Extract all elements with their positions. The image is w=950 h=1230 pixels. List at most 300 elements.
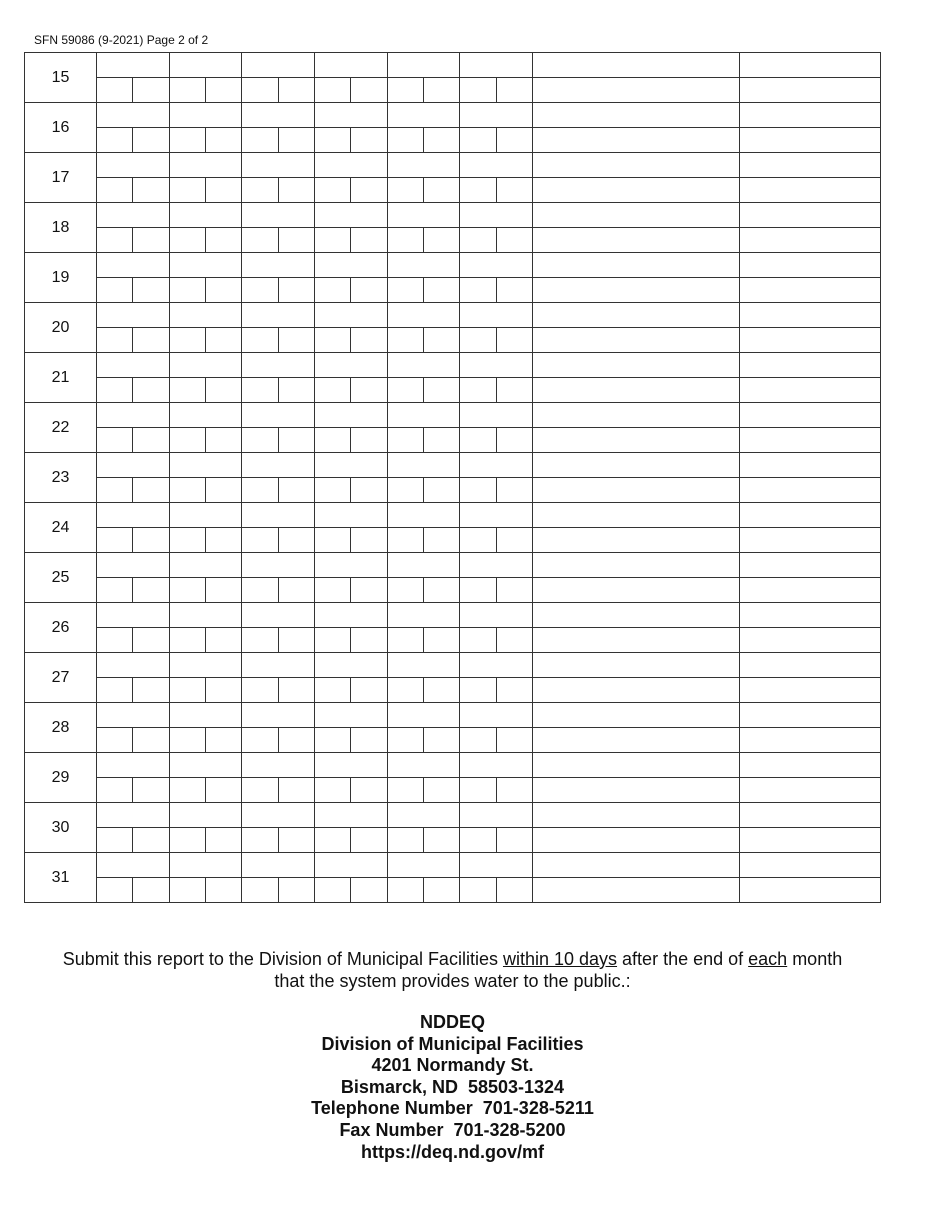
entry-cell[interactable] xyxy=(740,228,881,253)
entry-cell[interactable] xyxy=(351,378,388,403)
entry-cell[interactable] xyxy=(242,53,315,78)
entry-cell[interactable] xyxy=(97,378,133,403)
entry-cell[interactable] xyxy=(424,578,460,603)
entry-cell[interactable] xyxy=(315,803,388,828)
entry-cell[interactable] xyxy=(242,228,279,253)
entry-cell[interactable] xyxy=(315,303,388,328)
entry-cell[interactable] xyxy=(133,528,170,553)
entry-cell[interactable] xyxy=(170,278,206,303)
entry-cell[interactable] xyxy=(242,853,315,878)
entry-cell[interactable] xyxy=(97,503,170,528)
entry-cell[interactable] xyxy=(460,378,497,403)
entry-cell[interactable] xyxy=(206,728,242,753)
entry-cell[interactable] xyxy=(206,78,242,103)
entry-cell[interactable] xyxy=(170,53,242,78)
entry-cell[interactable] xyxy=(315,828,351,853)
entry-cell[interactable] xyxy=(497,678,533,703)
entry-cell[interactable] xyxy=(206,128,242,153)
entry-cell[interactable] xyxy=(242,803,315,828)
entry-cell[interactable] xyxy=(533,178,740,203)
entry-cell[interactable] xyxy=(460,628,497,653)
entry-cell[interactable] xyxy=(388,103,460,128)
entry-cell[interactable] xyxy=(533,78,740,103)
entry-cell[interactable] xyxy=(740,378,881,403)
entry-cell[interactable] xyxy=(170,378,206,403)
entry-cell[interactable] xyxy=(533,553,740,578)
entry-cell[interactable] xyxy=(170,753,242,778)
entry-cell[interactable] xyxy=(388,53,460,78)
entry-cell[interactable] xyxy=(315,878,351,903)
entry-cell[interactable] xyxy=(97,753,170,778)
entry-cell[interactable] xyxy=(279,278,315,303)
entry-cell[interactable] xyxy=(388,403,460,428)
entry-cell[interactable] xyxy=(97,853,170,878)
entry-cell[interactable] xyxy=(388,728,424,753)
entry-cell[interactable] xyxy=(170,728,206,753)
entry-cell[interactable] xyxy=(424,828,460,853)
entry-cell[interactable] xyxy=(170,228,206,253)
entry-cell[interactable] xyxy=(97,653,170,678)
entry-cell[interactable] xyxy=(388,153,460,178)
entry-cell[interactable] xyxy=(351,478,388,503)
entry-cell[interactable] xyxy=(388,128,424,153)
entry-cell[interactable] xyxy=(133,828,170,853)
entry-cell[interactable] xyxy=(388,803,460,828)
entry-cell[interactable] xyxy=(97,203,170,228)
entry-cell[interactable] xyxy=(315,53,388,78)
entry-cell[interactable] xyxy=(97,553,170,578)
entry-cell[interactable] xyxy=(97,728,133,753)
entry-cell[interactable] xyxy=(242,603,315,628)
entry-cell[interactable] xyxy=(460,853,533,878)
entry-cell[interactable] xyxy=(460,778,497,803)
entry-cell[interactable] xyxy=(388,828,424,853)
entry-cell[interactable] xyxy=(460,428,497,453)
entry-cell[interactable] xyxy=(242,328,279,353)
entry-cell[interactable] xyxy=(388,503,460,528)
entry-cell[interactable] xyxy=(242,303,315,328)
entry-cell[interactable] xyxy=(97,428,133,453)
entry-cell[interactable] xyxy=(533,878,740,903)
entry-cell[interactable] xyxy=(315,603,388,628)
entry-cell[interactable] xyxy=(170,478,206,503)
entry-cell[interactable] xyxy=(351,728,388,753)
entry-cell[interactable] xyxy=(740,403,881,428)
entry-cell[interactable] xyxy=(315,328,351,353)
entry-cell[interactable] xyxy=(533,453,740,478)
entry-cell[interactable] xyxy=(170,678,206,703)
entry-cell[interactable] xyxy=(133,128,170,153)
entry-cell[interactable] xyxy=(315,503,388,528)
entry-cell[interactable] xyxy=(279,128,315,153)
entry-cell[interactable] xyxy=(97,128,133,153)
entry-cell[interactable] xyxy=(424,128,460,153)
entry-cell[interactable] xyxy=(97,578,133,603)
entry-cell[interactable] xyxy=(533,528,740,553)
entry-cell[interactable] xyxy=(533,103,740,128)
entry-cell[interactable] xyxy=(133,678,170,703)
entry-cell[interactable] xyxy=(133,278,170,303)
entry-cell[interactable] xyxy=(740,828,881,853)
entry-cell[interactable] xyxy=(533,253,740,278)
entry-cell[interactable] xyxy=(388,453,460,478)
entry-cell[interactable] xyxy=(533,503,740,528)
entry-cell[interactable] xyxy=(279,328,315,353)
entry-cell[interactable] xyxy=(740,878,881,903)
entry-cell[interactable] xyxy=(97,678,133,703)
entry-cell[interactable] xyxy=(242,378,279,403)
entry-cell[interactable] xyxy=(533,778,740,803)
entry-cell[interactable] xyxy=(351,228,388,253)
entry-cell[interactable] xyxy=(315,703,388,728)
entry-cell[interactable] xyxy=(170,103,242,128)
entry-cell[interactable] xyxy=(170,553,242,578)
entry-cell[interactable] xyxy=(97,353,170,378)
entry-cell[interactable] xyxy=(388,378,424,403)
entry-cell[interactable] xyxy=(497,578,533,603)
entry-cell[interactable] xyxy=(533,228,740,253)
entry-cell[interactable] xyxy=(170,603,242,628)
entry-cell[interactable] xyxy=(97,153,170,178)
entry-cell[interactable] xyxy=(460,303,533,328)
entry-cell[interactable] xyxy=(424,528,460,553)
entry-cell[interactable] xyxy=(497,428,533,453)
entry-cell[interactable] xyxy=(279,878,315,903)
entry-cell[interactable] xyxy=(740,278,881,303)
entry-cell[interactable] xyxy=(351,678,388,703)
entry-cell[interactable] xyxy=(170,578,206,603)
entry-cell[interactable] xyxy=(460,78,497,103)
entry-cell[interactable] xyxy=(206,228,242,253)
entry-cell[interactable] xyxy=(497,228,533,253)
entry-cell[interactable] xyxy=(206,428,242,453)
entry-cell[interactable] xyxy=(740,503,881,528)
entry-cell[interactable] xyxy=(170,828,206,853)
entry-cell[interactable] xyxy=(315,728,351,753)
entry-cell[interactable] xyxy=(97,303,170,328)
entry-cell[interactable] xyxy=(740,853,881,878)
entry-cell[interactable] xyxy=(740,453,881,478)
entry-cell[interactable] xyxy=(279,778,315,803)
entry-cell[interactable] xyxy=(533,628,740,653)
entry-cell[interactable] xyxy=(170,78,206,103)
entry-cell[interactable] xyxy=(97,78,133,103)
entry-cell[interactable] xyxy=(351,578,388,603)
entry-cell[interactable] xyxy=(460,278,497,303)
entry-cell[interactable] xyxy=(497,778,533,803)
entry-cell[interactable] xyxy=(533,703,740,728)
entry-cell[interactable] xyxy=(242,453,315,478)
entry-cell[interactable] xyxy=(351,428,388,453)
entry-cell[interactable] xyxy=(740,603,881,628)
entry-cell[interactable] xyxy=(460,703,533,728)
entry-cell[interactable] xyxy=(424,678,460,703)
entry-cell[interactable] xyxy=(388,878,424,903)
entry-cell[interactable] xyxy=(206,478,242,503)
entry-cell[interactable] xyxy=(424,278,460,303)
entry-cell[interactable] xyxy=(388,703,460,728)
entry-cell[interactable] xyxy=(206,778,242,803)
entry-cell[interactable] xyxy=(206,378,242,403)
entry-cell[interactable] xyxy=(351,828,388,853)
entry-cell[interactable] xyxy=(242,503,315,528)
entry-cell[interactable] xyxy=(533,428,740,453)
entry-cell[interactable] xyxy=(388,553,460,578)
entry-cell[interactable] xyxy=(740,103,881,128)
entry-cell[interactable] xyxy=(315,103,388,128)
entry-cell[interactable] xyxy=(315,753,388,778)
entry-cell[interactable] xyxy=(315,278,351,303)
entry-cell[interactable] xyxy=(740,328,881,353)
entry-cell[interactable] xyxy=(497,878,533,903)
entry-cell[interactable] xyxy=(242,253,315,278)
entry-cell[interactable] xyxy=(460,878,497,903)
entry-cell[interactable] xyxy=(424,778,460,803)
entry-cell[interactable] xyxy=(460,828,497,853)
entry-cell[interactable] xyxy=(388,278,424,303)
entry-cell[interactable] xyxy=(97,803,170,828)
entry-cell[interactable] xyxy=(460,153,533,178)
entry-cell[interactable] xyxy=(315,253,388,278)
entry-cell[interactable] xyxy=(170,878,206,903)
entry-cell[interactable] xyxy=(388,428,424,453)
entry-cell[interactable] xyxy=(315,428,351,453)
entry-cell[interactable] xyxy=(97,528,133,553)
entry-cell[interactable] xyxy=(133,328,170,353)
entry-cell[interactable] xyxy=(460,403,533,428)
entry-cell[interactable] xyxy=(460,103,533,128)
entry-cell[interactable] xyxy=(97,778,133,803)
entry-cell[interactable] xyxy=(533,828,740,853)
entry-cell[interactable] xyxy=(351,528,388,553)
entry-cell[interactable] xyxy=(170,203,242,228)
entry-cell[interactable] xyxy=(170,178,206,203)
entry-cell[interactable] xyxy=(740,153,881,178)
entry-cell[interactable] xyxy=(497,78,533,103)
entry-cell[interactable] xyxy=(351,628,388,653)
entry-cell[interactable] xyxy=(388,778,424,803)
entry-cell[interactable] xyxy=(351,78,388,103)
entry-cell[interactable] xyxy=(133,178,170,203)
entry-cell[interactable] xyxy=(97,878,133,903)
entry-cell[interactable] xyxy=(242,203,315,228)
entry-cell[interactable] xyxy=(170,628,206,653)
entry-cell[interactable] xyxy=(315,478,351,503)
entry-cell[interactable] xyxy=(388,178,424,203)
entry-cell[interactable] xyxy=(740,803,881,828)
entry-cell[interactable] xyxy=(170,778,206,803)
entry-cell[interactable] xyxy=(279,378,315,403)
entry-cell[interactable] xyxy=(242,353,315,378)
entry-cell[interactable] xyxy=(170,253,242,278)
entry-cell[interactable] xyxy=(460,753,533,778)
entry-cell[interactable] xyxy=(170,153,242,178)
entry-cell[interactable] xyxy=(533,803,740,828)
entry-cell[interactable] xyxy=(533,128,740,153)
entry-cell[interactable] xyxy=(460,553,533,578)
entry-cell[interactable] xyxy=(497,128,533,153)
entry-cell[interactable] xyxy=(740,753,881,778)
entry-cell[interactable] xyxy=(497,828,533,853)
entry-cell[interactable] xyxy=(315,778,351,803)
entry-cell[interactable] xyxy=(740,478,881,503)
entry-cell[interactable] xyxy=(97,103,170,128)
entry-cell[interactable] xyxy=(460,528,497,553)
entry-cell[interactable] xyxy=(170,528,206,553)
entry-cell[interactable] xyxy=(315,628,351,653)
entry-cell[interactable] xyxy=(242,128,279,153)
entry-cell[interactable] xyxy=(242,753,315,778)
entry-cell[interactable] xyxy=(351,178,388,203)
entry-cell[interactable] xyxy=(206,178,242,203)
entry-cell[interactable] xyxy=(388,228,424,253)
entry-cell[interactable] xyxy=(740,578,881,603)
entry-cell[interactable] xyxy=(740,728,881,753)
entry-cell[interactable] xyxy=(206,828,242,853)
entry-cell[interactable] xyxy=(315,228,351,253)
entry-cell[interactable] xyxy=(388,203,460,228)
entry-cell[interactable] xyxy=(315,203,388,228)
entry-cell[interactable] xyxy=(279,428,315,453)
entry-cell[interactable] xyxy=(740,353,881,378)
entry-cell[interactable] xyxy=(460,678,497,703)
entry-cell[interactable] xyxy=(533,278,740,303)
entry-cell[interactable] xyxy=(170,703,242,728)
entry-cell[interactable] xyxy=(424,728,460,753)
entry-cell[interactable] xyxy=(315,653,388,678)
entry-cell[interactable] xyxy=(315,353,388,378)
entry-cell[interactable] xyxy=(279,578,315,603)
entry-cell[interactable] xyxy=(460,253,533,278)
entry-cell[interactable] xyxy=(497,628,533,653)
entry-cell[interactable] xyxy=(460,603,533,628)
entry-cell[interactable] xyxy=(97,703,170,728)
entry-cell[interactable] xyxy=(97,628,133,653)
entry-cell[interactable] xyxy=(242,428,279,453)
entry-cell[interactable] xyxy=(133,428,170,453)
entry-cell[interactable] xyxy=(388,328,424,353)
entry-cell[interactable] xyxy=(460,453,533,478)
entry-cell[interactable] xyxy=(97,478,133,503)
entry-cell[interactable] xyxy=(740,53,881,78)
entry-cell[interactable] xyxy=(279,628,315,653)
entry-cell[interactable] xyxy=(133,728,170,753)
entry-cell[interactable] xyxy=(533,753,740,778)
entry-cell[interactable] xyxy=(533,478,740,503)
entry-cell[interactable] xyxy=(242,78,279,103)
entry-cell[interactable] xyxy=(497,178,533,203)
entry-cell[interactable] xyxy=(533,853,740,878)
entry-cell[interactable] xyxy=(740,678,881,703)
entry-cell[interactable] xyxy=(388,853,460,878)
entry-cell[interactable] xyxy=(133,78,170,103)
entry-cell[interactable] xyxy=(315,128,351,153)
entry-cell[interactable] xyxy=(133,578,170,603)
entry-cell[interactable] xyxy=(97,253,170,278)
entry-cell[interactable] xyxy=(740,653,881,678)
entry-cell[interactable] xyxy=(740,528,881,553)
entry-cell[interactable] xyxy=(351,128,388,153)
entry-cell[interactable] xyxy=(315,553,388,578)
entry-cell[interactable] xyxy=(97,228,133,253)
entry-cell[interactable] xyxy=(424,178,460,203)
entry-cell[interactable] xyxy=(279,678,315,703)
entry-cell[interactable] xyxy=(740,428,881,453)
entry-cell[interactable] xyxy=(315,453,388,478)
entry-cell[interactable] xyxy=(242,628,279,653)
entry-cell[interactable] xyxy=(497,728,533,753)
entry-cell[interactable] xyxy=(133,778,170,803)
entry-cell[interactable] xyxy=(533,728,740,753)
entry-cell[interactable] xyxy=(460,578,497,603)
entry-cell[interactable] xyxy=(242,278,279,303)
entry-cell[interactable] xyxy=(206,528,242,553)
entry-cell[interactable] xyxy=(460,503,533,528)
entry-cell[interactable] xyxy=(351,778,388,803)
entry-cell[interactable] xyxy=(424,628,460,653)
entry-cell[interactable] xyxy=(170,128,206,153)
entry-cell[interactable] xyxy=(388,78,424,103)
entry-cell[interactable] xyxy=(740,78,881,103)
entry-cell[interactable] xyxy=(388,653,460,678)
entry-cell[interactable] xyxy=(242,153,315,178)
entry-cell[interactable] xyxy=(97,403,170,428)
entry-cell[interactable] xyxy=(242,778,279,803)
entry-cell[interactable] xyxy=(388,478,424,503)
entry-cell[interactable] xyxy=(279,78,315,103)
entry-cell[interactable] xyxy=(279,178,315,203)
entry-cell[interactable] xyxy=(170,853,242,878)
entry-cell[interactable] xyxy=(242,878,279,903)
entry-cell[interactable] xyxy=(388,628,424,653)
entry-cell[interactable] xyxy=(533,153,740,178)
entry-cell[interactable] xyxy=(170,353,242,378)
entry-cell[interactable] xyxy=(740,703,881,728)
entry-cell[interactable] xyxy=(740,303,881,328)
entry-cell[interactable] xyxy=(533,303,740,328)
entry-cell[interactable] xyxy=(206,578,242,603)
entry-cell[interactable] xyxy=(424,378,460,403)
entry-cell[interactable] xyxy=(242,528,279,553)
entry-cell[interactable] xyxy=(133,878,170,903)
entry-cell[interactable] xyxy=(206,628,242,653)
entry-cell[interactable] xyxy=(242,553,315,578)
entry-cell[interactable] xyxy=(242,678,279,703)
entry-cell[interactable] xyxy=(388,303,460,328)
entry-cell[interactable] xyxy=(97,178,133,203)
entry-cell[interactable] xyxy=(242,728,279,753)
entry-cell[interactable] xyxy=(740,628,881,653)
entry-cell[interactable] xyxy=(533,378,740,403)
entry-cell[interactable] xyxy=(315,578,351,603)
entry-cell[interactable] xyxy=(497,528,533,553)
entry-cell[interactable] xyxy=(97,278,133,303)
entry-cell[interactable] xyxy=(170,453,242,478)
entry-cell[interactable] xyxy=(351,278,388,303)
entry-cell[interactable] xyxy=(533,53,740,78)
entry-cell[interactable] xyxy=(740,178,881,203)
entry-cell[interactable] xyxy=(242,403,315,428)
entry-cell[interactable] xyxy=(388,753,460,778)
entry-cell[interactable] xyxy=(242,653,315,678)
entry-cell[interactable] xyxy=(315,378,351,403)
entry-cell[interactable] xyxy=(740,203,881,228)
entry-cell[interactable] xyxy=(170,803,242,828)
entry-cell[interactable] xyxy=(279,528,315,553)
entry-cell[interactable] xyxy=(388,603,460,628)
entry-cell[interactable] xyxy=(460,328,497,353)
entry-cell[interactable] xyxy=(133,628,170,653)
